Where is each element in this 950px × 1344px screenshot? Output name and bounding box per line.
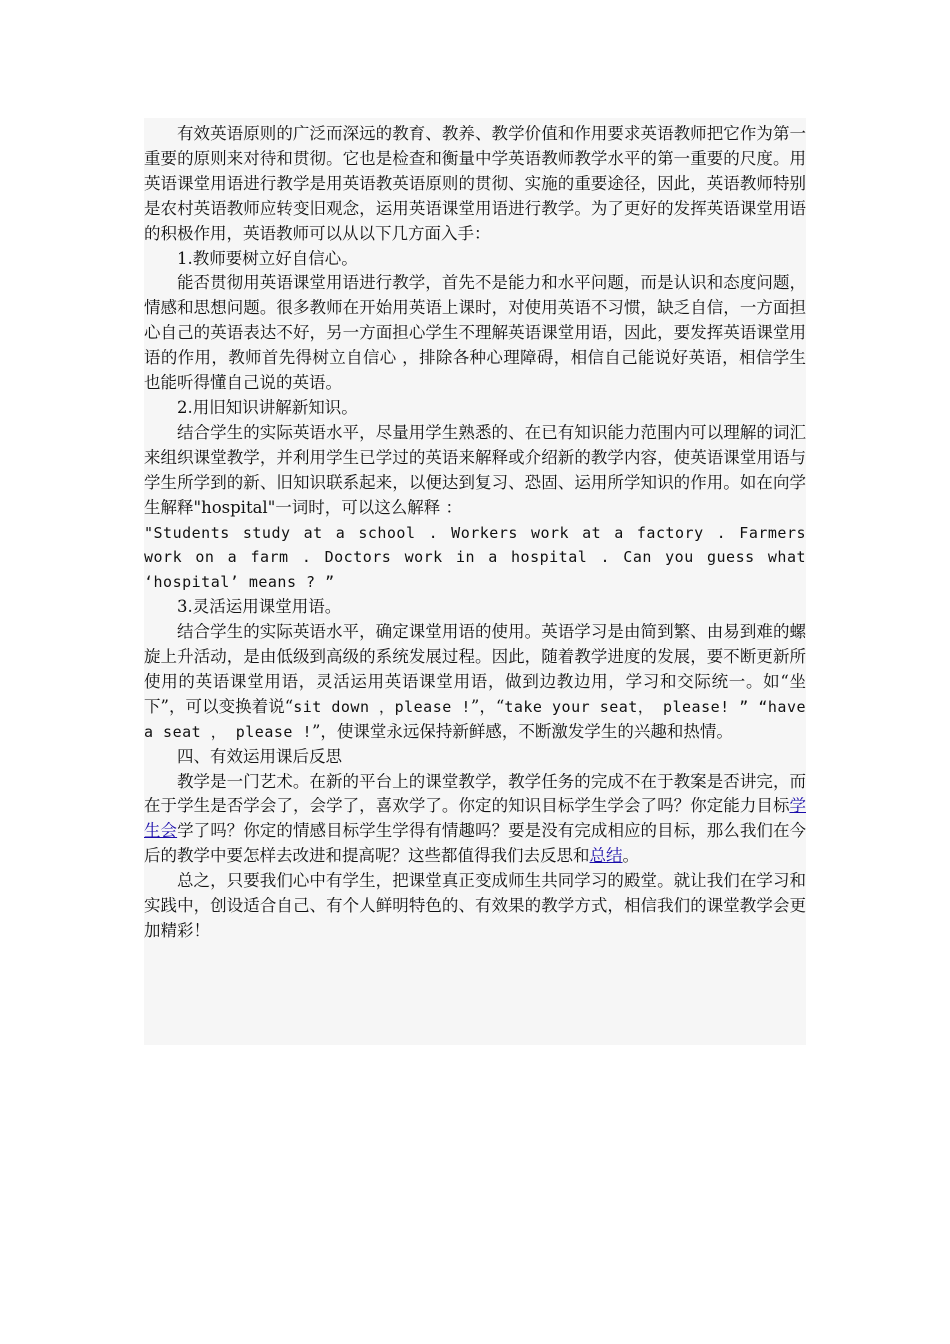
summary-link[interactable]: 总结 [589,846,623,866]
section-3-paragraph [144,620,806,745]
section-4-text-b: 学了吗？你定的情感目标学生学得有情趣吗？要是没有完成相应的目标，那么我们在今后的教学中要怎样去改进和提高呢？这些都值得我们去反思和 [144,821,807,866]
english-example-text: "Students study at a school . Workers work at a factory . Farmers work on a farm . Doctors work in a hospital . Can you guess what ‘hospital’ means ? ” [144,523,806,592]
section-1-paragraph: 能否贯彻用英语课堂用语进行教学，首先不是能力和水平问题，而是认识和态度问题，情感和思想问题。很多教师在开始用英语上课时，对使用英语不习惯，缺乏自信，一方面担心自己的英语表达不好，另一方面担心学生不理解英语课堂用语，因此，要发挥英语课堂用语的作用，教师首先得树立自信心 ，排除各种心理障碍，相信自己能说好英语，相信学生也能听得懂自己说的英语。 [144,273,806,393]
section-4-paragraph [144,770,806,870]
section-heading-2: 2.用旧知识讲解新知识。 [177,397,358,417]
section-heading-1: 1.教师要树立好自信心。 [177,248,358,268]
conclusion-paragraph: 总之，只要我们心中有学生，把课堂真正变成师生共同学习的殿堂。就让我们在学习和实践中，创设适合自己、有个人鲜明特色的、有效果的教学方式，相信我们的课堂教学会更加精彩！ [144,871,806,940]
section-2-paragraph: 结合学生的实际英语水平，尽量用学生熟悉的、在已有知识能力范围内可以理解的词汇来组织课堂教学，并利用学生已学过的英语来解释或介绍新的教学内容，使英语课堂用语与学生所学到的新、旧知识联系起来，以便达到复习、恐固、运用所学知识的作用。如在向学生解释"hospital"一词时，可以这么解释 ： [144,422,806,517]
section-3-text-a: 结合学生的实际英语水平，确定课堂用语的使用。英语学习是由简到繁、由易到难的螺旋上升活动，是由低级到高级的系统发展过程。因此，随着教学进度的发展，要不断更新所使用的英语课堂用语，灵活运用英语课堂用语，做到边教边用，学习和交际统一。如“坐下”，可以变换着说“ [144,622,806,716]
intro-paragraph: 有效英语原则的广泛而深远的教育、教养、教学价值和作用要求英语教师把它作为第一重要的原则来对待和贯彻。它也是检查和衡量中学英语教师教学水平的第一重要的尺度。用英语课堂用语进行教学是用英语教英语原则的贯彻、实施的重要途径，因此，英语教师特别是农村英语教师应转变旧观念，运用英语课堂用语进行教学。为了更好的发挥英语课堂用语的积极作用，英语教师可以从以下几方面入手： [144,124,806,243]
students-learn-link[interactable]: 学生会 [144,796,806,841]
section-heading-4: 四、有效运用课后反思 [177,746,342,766]
section-3-text-c: ”，使课堂永远保持新鲜感，不断激发学生的兴趣和热情。 [312,721,733,741]
section-4-text-a: 教学是一门艺术。在新的平台上的课堂教学，教学任务的完成不在于教案是否讲完，而在于学生是否学会了，会学了，喜欢学了。你定的知识目标学生学会了吗？你定能力目标 [144,771,806,816]
sit-down-phrase: sit down ，please ! [293,697,471,716]
take-seat-phrase: take your seat， please! ” “have a seat ， please ! [144,697,806,741]
section-heading-3: 3.灵活运用课堂用语。 [177,597,342,617]
section-3-text-b: ”，“ [470,696,505,716]
section-4-text-c: 。 [622,846,639,866]
document-body [144,122,806,944]
